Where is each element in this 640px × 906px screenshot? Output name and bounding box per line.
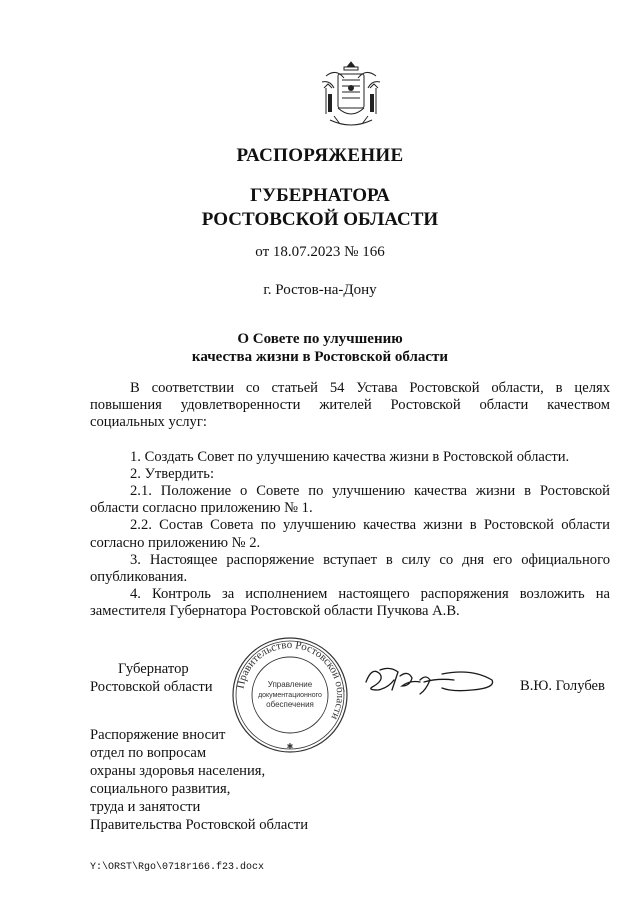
date-number: от 18.07.2023 № 166	[255, 244, 385, 260]
city: г. Ростов-на-Дону	[263, 282, 377, 298]
issuer-line-2: РОСТОВСКОЙ ОБЛАСТИ	[201, 209, 439, 230]
handwritten-signature	[360, 660, 500, 700]
order-item: 4. Контроль за исполнением настоящего распоряжения возложить на заместителя Губернатора Ростовской области Пучкова А.В.	[90, 586, 610, 620]
coat-of-arms-icon	[318, 58, 384, 130]
position-line-2: Ростовской области	[90, 679, 213, 695]
order-item: 2.2. Состав Совета по улучшению качества жизни в Ростовской области согласно приложению № 2.	[90, 517, 610, 551]
order-item: 3. Настоящее распоряжение вступает в силу со дня его официального опубликования.	[90, 551, 610, 586]
introducer-block	[90, 726, 308, 834]
seal-outer-text: Правительство Ростовской области	[234, 638, 347, 722]
order-body	[90, 380, 610, 621]
subject-heading	[0, 330, 640, 366]
preamble: В соответствии со статьей 54 Устава Ростовской области, в целях повышения удовлетворенности жителей Ростовской области качеством социальных услуг:	[90, 380, 610, 431]
subject-line-1: О Совете по улучшению	[237, 331, 403, 347]
seal-inner-line-1: Управление	[267, 680, 313, 689]
file-path-footer: Y:\ORST\Rgo\0718r166.f23.docx	[90, 862, 265, 873]
introducer-line: социального развития,	[90, 781, 231, 797]
order-item: 1. Создать Совет по улучшению качества жизни в Ростовской области.	[130, 448, 570, 465]
introducer-line: отдел по вопросам	[90, 745, 207, 761]
subject-line-2: качества жизни в Ростовской области	[191, 349, 449, 365]
seal-inner-line-2: документационного	[258, 692, 322, 699]
document-type-title: РАСПОРЯЖЕНИЕ	[236, 145, 404, 166]
introducer-line: Правительства Ростовской области	[90, 817, 309, 833]
introducer-line: охраны здоровья населения,	[90, 763, 266, 779]
order-item: 2.1. Положение о Совете по улучшению качества жизни в Ростовской области согласно приложению № 1.	[90, 483, 610, 517]
order-item: 2. Утвердить:	[130, 465, 215, 482]
signatory-position	[90, 660, 213, 696]
position-line-1: Губернатор	[118, 661, 189, 677]
issuer-title	[0, 184, 640, 232]
seal-star-icon: ✱	[286, 742, 294, 751]
seal-inner-line-3: обеспечения	[266, 700, 314, 709]
issuer-line-1: ГУБЕРНАТОРА	[250, 185, 390, 206]
signatory-name: В.Ю. Голубев	[520, 678, 605, 694]
introducer-line: Распоряжение вносит	[90, 727, 226, 743]
introducer-line: труда и занятости	[90, 799, 201, 815]
